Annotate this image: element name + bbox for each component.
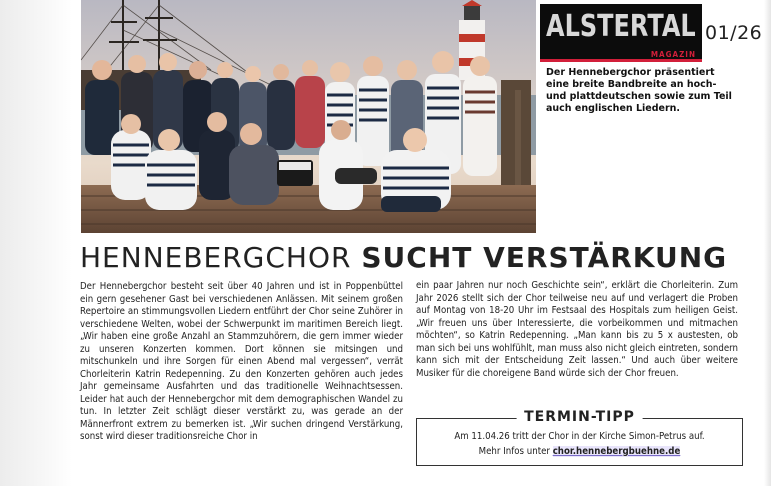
body-column-right xyxy=(416,280,738,380)
termin-link[interactable]: chor.hennebergbuehne.de xyxy=(552,446,681,457)
logo-accent-bar xyxy=(540,59,702,62)
termin-tipp-box xyxy=(416,409,743,466)
photo-caption: Der Hennebergchor präsentiert eine breite Bandbreite an hoch- und plattdeutschen sowie zum Teil auch englischen Liedern. xyxy=(546,67,732,114)
page-gutter-shadow xyxy=(0,0,72,486)
choir-photo xyxy=(81,0,536,233)
body-text-right: ein paar Jahren nur noch Geschichte sein“, erklärt die Chorleiterin. Zum Jahr 2026 stellt sich der Chor teilweise neu auf und verlagert die Proben auf Montag von 18-20 Uhr im Festsaal des Hospitals zum heiligen Geist. „Wir freuen uns über Interessierte, die vorbeikommen und mitmachen möchten“, so Katrin Redepenning. „Man kann bis zu 5 x austesten, ob man sich bei uns wohlfühlt, man muss also nicht gleich eintreten, sondern kann sich mit der Entscheidung Zeit lassen.“ Und auch über weitere Musiker für die choreigene Band würde sich der Chor freuen. xyxy=(416,280,738,379)
termin-info-line xyxy=(417,446,742,457)
page-edge xyxy=(764,0,771,486)
termin-date-line: Am 11.04.26 tritt der Chor in der Kirche Simon-Petrus auf. xyxy=(454,431,705,442)
article-headline xyxy=(80,240,760,276)
termin-info-prefix: Mehr Infos unter xyxy=(478,446,553,457)
body-text-left: Der Hennebergchor besteht seit über 40 Jahren und ist in Poppenbüttel ein gern gesehener Gast bei verschiedenen Anlässen. Mit seinem großen Repertoire an stimmungsvollen Liedern entführt der Chor seine Zuhörer in verschiedene Welten, wobei der Schwerpunkt im maritimen Bereich liegt. „Wir haben eine große Anzahl an Stammzuhörern, die gern immer wieder zu unseren Konzerten kommen. Dort können sie mitsingen und mitschunkeln und ihre Sorgen für einen Abend mal vergessen“, verrät Chorleiterin Katrin Redepenning. Zu den Konzerten gehören auch jedes Jahr gemeinsame Ausfahrten und das traditionelle Weihnachtsessen. Leider hat auch der Hennebergchor mit dem demographischen Wandel zu tun. In letzter Zeit schlägt dieser verstärkt zu, was gerade an der Männerfront extrem zu bemerken ist. „Wir suchen dringend Verstärkung, sonst wird dieser traditionsreiche Chor in xyxy=(80,281,403,442)
logo-wordmark: ALSTERTAL xyxy=(546,9,696,44)
magazine-logo xyxy=(540,4,702,62)
logo-subtitle: MAGAZIN xyxy=(650,50,696,59)
termin-title: TERMIN-TIPP xyxy=(516,409,643,425)
body-column-left xyxy=(80,281,403,444)
issue-number: 01/26 xyxy=(705,22,763,44)
headline-bold: SUCHT VERSTÄRKUNG xyxy=(361,241,728,274)
headline-light: HENNEBERGCHOR xyxy=(80,241,352,274)
